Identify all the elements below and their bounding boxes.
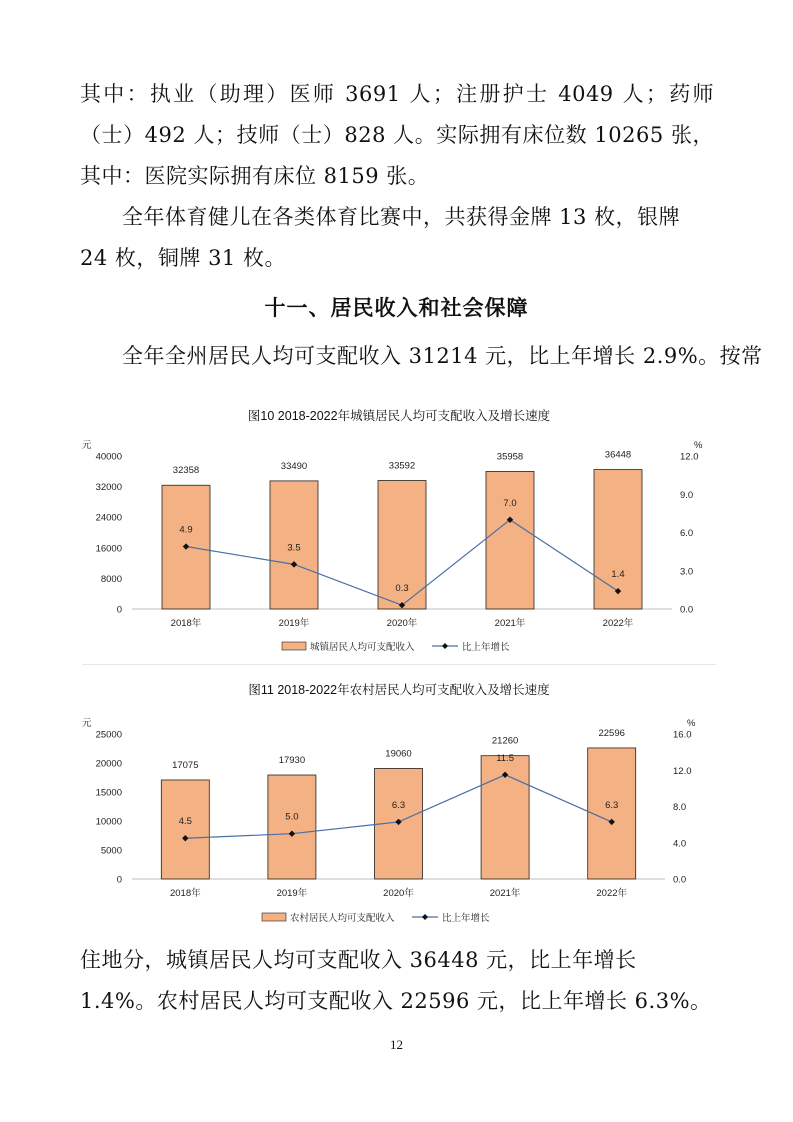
y-tick-label: 24000 <box>95 512 122 524</box>
paragraph-medical-staff: 其中：执业（助理）医师 3691 人；注册护士 4049 人；药师（士）492 人；技师（士）828 人。实际拥有床位数 10265 张，其中：医院实际拥有床位 8159 张。 <box>80 82 714 188</box>
bar-value-label: 17075 <box>172 759 199 771</box>
bar-2018年 <box>161 780 209 879</box>
legend-line-marker <box>422 914 428 920</box>
legend-bar-swatch <box>282 642 306 650</box>
y-tick-label: 0 <box>116 874 122 886</box>
legend-line-marker <box>442 643 448 649</box>
y-axis-unit-label: 元 <box>82 440 92 451</box>
paragraph-income-intro: 全年全州居民人均可支配收入 31214 元，比上年增长 2.9%。按常 <box>122 344 763 368</box>
y-tick-label: 20000 <box>95 758 122 770</box>
y-tick-label: 10000 <box>95 816 122 828</box>
bar-value-label: 33592 <box>388 460 416 472</box>
y-tick-label: 5000 <box>100 845 122 857</box>
y-tick-label: 8000 <box>100 573 122 585</box>
y2-axis-unit-label: % <box>694 440 703 451</box>
chart-title: 图10 2018-2022年城镇居民人均可支配收入及增长速度 <box>247 409 551 423</box>
growth-value-label: 6.3 <box>605 799 619 811</box>
growth-value-label: 4.5 <box>178 816 192 828</box>
bar-value-label: 21260 <box>491 735 519 747</box>
y2-tick-label: 3.0 <box>680 566 694 578</box>
bar-value-label: 35958 <box>496 451 524 463</box>
x-tick-label: 2019年 <box>278 618 310 629</box>
legend-line-label: 比上年增长 <box>442 913 490 924</box>
y2-tick-label: 12.0 <box>680 451 699 463</box>
y-axis-unit-label: 元 <box>82 718 92 729</box>
bar-value-label: 36448 <box>604 449 632 461</box>
x-tick-label: 2022年 <box>602 618 634 629</box>
paragraph-income-breakdown: 住地分，城镇居民人均可支配收入 36448 元，比上年增长 1.4%。农村居民人均可支配收入 22596 元，比上年增长 6.3%。 <box>80 948 712 1013</box>
y2-tick-label: 12.0 <box>673 765 692 777</box>
bar-value-label: 17930 <box>278 755 306 767</box>
legend-bar-swatch <box>262 913 286 921</box>
chart-urban-income-svg <box>82 398 716 664</box>
y2-tick-label: 9.0 <box>680 489 694 501</box>
growth-value-label: 6.3 <box>391 799 406 811</box>
growth-value-label: 11.5 <box>496 752 514 764</box>
legend-bar-label: 农村居民人均可支配收入 <box>290 913 395 924</box>
y2-tick-label: 16.0 <box>673 729 692 741</box>
page-number: 12 <box>390 1037 403 1052</box>
growth-value-label: 4.9 <box>179 524 193 536</box>
paragraph-sports-medals: 全年体育健儿在各类体育比赛中，共获得金牌 13 枚，银牌 24 枚，铜牌 31 枚。 <box>80 205 681 270</box>
bar-2022年 <box>588 748 636 879</box>
bar-2021年 <box>486 471 534 609</box>
x-tick-label: 2020年 <box>383 888 414 899</box>
section-heading: 十一、居民收入和社会保障 <box>264 296 529 320</box>
x-tick-label: 2020年 <box>386 618 418 629</box>
x-tick-label: 2021年 <box>489 888 521 899</box>
chart-rural-income <box>82 674 716 930</box>
bar-value-label: 22596 <box>598 727 625 739</box>
x-tick-label: 2022年 <box>596 888 628 899</box>
x-tick-label: 2018年 <box>169 888 201 899</box>
chart-urban-income <box>82 398 716 665</box>
growth-value-label: 1.4 <box>611 569 625 581</box>
y2-tick-label: 0.0 <box>680 604 694 616</box>
legend-line-label: 比上年增长 <box>462 642 510 653</box>
chart-title: 图11 2018-2022年农村居民人均可支配收入及增长速度 <box>248 683 550 697</box>
x-tick-label: 2019年 <box>276 888 308 899</box>
y-tick-label: 32000 <box>95 482 122 494</box>
y2-tick-label: 8.0 <box>673 802 687 813</box>
growth-value-label: 0.3 <box>395 583 409 595</box>
bar-value-label: 32358 <box>172 465 200 477</box>
legend-bar-label: 城镇居民人均可支配收入 <box>310 642 415 653</box>
growth-value-label: 3.5 <box>287 542 301 554</box>
y-tick-label: 40000 <box>95 451 122 463</box>
y2-tick-label: 4.0 <box>673 838 687 850</box>
x-tick-label: 2018年 <box>170 618 202 629</box>
bar-value-label: 33490 <box>280 460 308 472</box>
growth-value-label: 7.0 <box>503 497 517 509</box>
y-tick-label: 25000 <box>95 729 122 741</box>
y2-axis-unit-label: % <box>687 718 696 729</box>
chart-rural-income-svg <box>82 674 716 930</box>
bar-2019年 <box>268 775 316 879</box>
y-tick-label: 0 <box>116 604 122 616</box>
bar-value-label: 19060 <box>385 748 412 760</box>
y2-tick-label: 0.0 <box>673 874 687 886</box>
x-tick-label: 2021年 <box>494 618 526 629</box>
y-tick-label: 16000 <box>95 543 122 555</box>
growth-value-label: 5.0 <box>285 811 299 823</box>
y2-tick-label: 6.0 <box>680 528 694 539</box>
y-tick-label: 15000 <box>95 787 122 799</box>
